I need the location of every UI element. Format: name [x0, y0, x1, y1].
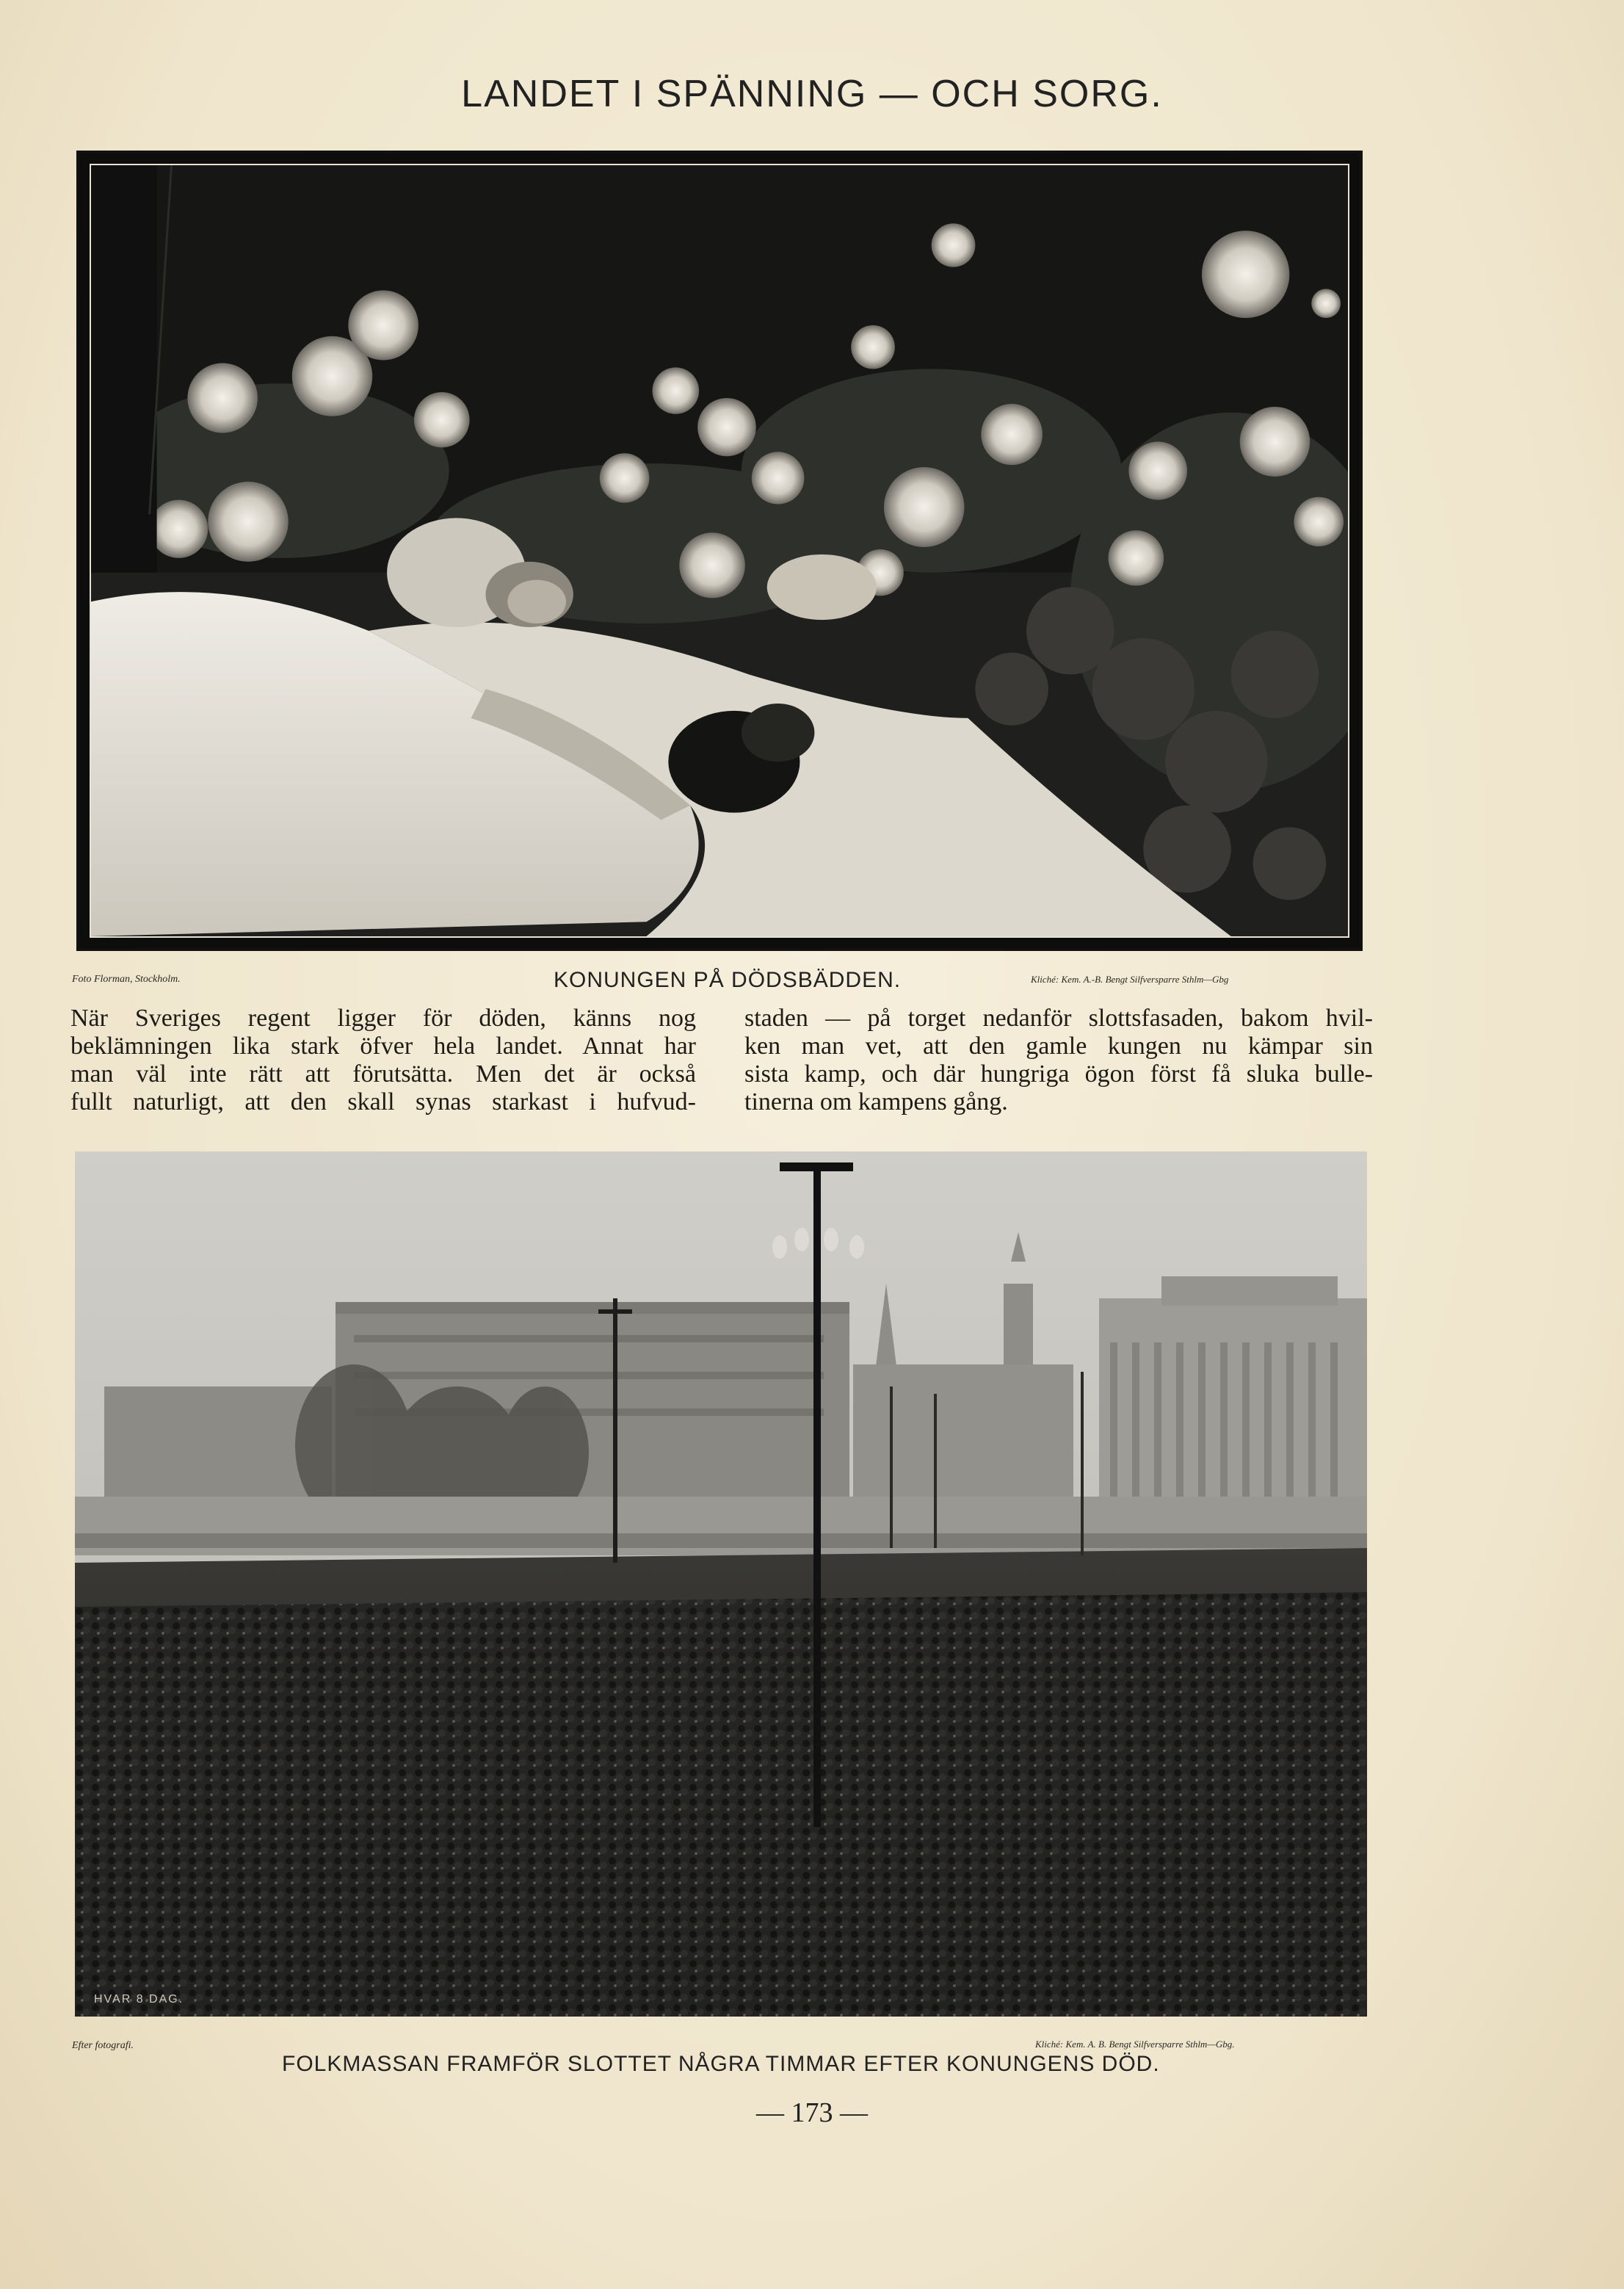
article-line: sista kamp, och där hungriga ögon först få sluka bulle- — [744, 1060, 1373, 1088]
article-line: När Sveriges regent ligger för döden, känns nog — [70, 1005, 696, 1032]
photo2-caption: FOLKMASSAN FRAMFÖR SLOTTET NÅGRA TIMMAR EFTER KONUNGENS DÖD. — [282, 2052, 1160, 2076]
photo1-caption: KONUNGEN PÅ DÖDSBÄDDEN. — [554, 968, 902, 992]
article-line: staden — på torget nedanför slottsfasaden, bakom hvil- — [744, 1005, 1373, 1032]
article-line: man väl inte rätt att förutsätta. Men det är också — [70, 1060, 696, 1088]
deathbed-photo — [76, 151, 1363, 951]
page-number: — 173 — — [756, 2097, 868, 2128]
crowd-photo-watermark: HVAR 8 DAG. — [94, 1993, 184, 2006]
article-left-column — [70, 1005, 696, 1116]
article-line: beklämningen lika stark öfver hela landet. Annat har — [70, 1033, 696, 1060]
article-line: tinerna om kampens gång. — [744, 1088, 1008, 1115]
photo1-credit-right: Kliché: Kem. A.-B. Bengt Silfversparre Sthlm—Gbg — [1031, 974, 1229, 985]
article-line: ken man vet, att den gamle kungen nu kämpar sin — [744, 1033, 1373, 1060]
crowd-photo — [75, 1151, 1367, 2017]
photo2-credit-right: Kliché: Kem. A. B. Bengt Silfversparre Sthlm—Gbg. — [1035, 2039, 1235, 2050]
photo1-credit-left: Foto Florman, Stockholm. — [72, 974, 181, 985]
article-right-column — [744, 1005, 1373, 1116]
page-headline: LANDET I SPÄNNING — OCH SORG. — [461, 73, 1163, 115]
deathbed-photo-image — [90, 164, 1349, 938]
article-line: fullt naturligt, att den skall synas starkast i hufvud- — [70, 1088, 696, 1115]
photo2-credit-left: Efter fotografi. — [72, 2040, 134, 2051]
